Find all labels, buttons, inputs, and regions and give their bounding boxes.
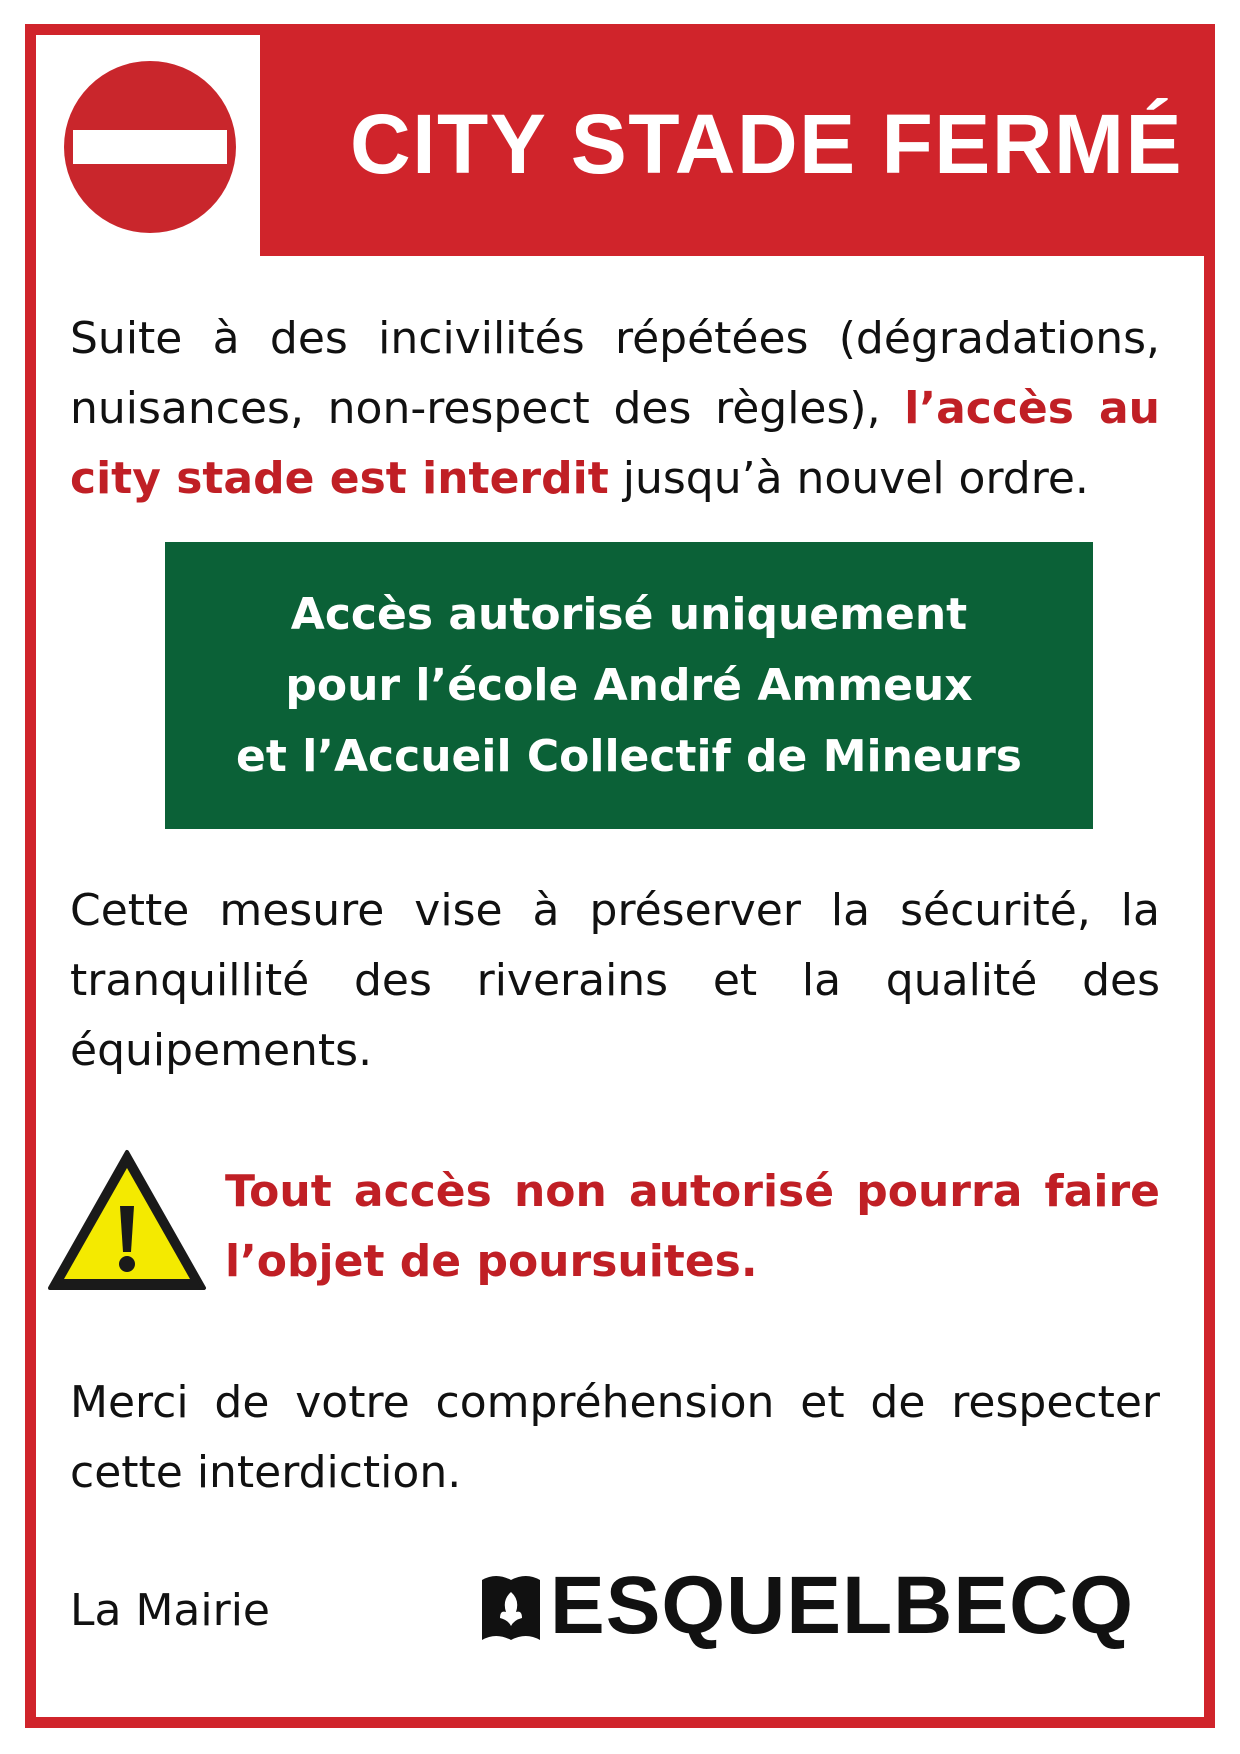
intro-text-start: Suite à des incivilités répétées (dégradations, nuisances, non-respect des règles),	[70, 313, 1160, 434]
intro-highlight: l’accès au city stade est interdit	[70, 383, 1160, 504]
authorized-line: et l’Accueil Collectif de Mineurs	[236, 731, 1022, 782]
town-logo	[480, 1560, 1135, 1651]
intro-paragraph	[70, 304, 1160, 514]
no-entry-icon	[55, 52, 245, 242]
page-title: CITY STADE FERMÉ	[350, 97, 1183, 191]
closing-paragraph: Merci de votre compréhension et de respecter cette interdiction.	[70, 1377, 1160, 1498]
logo-text: ESQUELBECQ	[550, 1560, 1135, 1651]
intro-text-end: jusqu’à nouvel ordre.	[608, 453, 1089, 504]
purpose-paragraph: Cette mesure vise à préserver la sécurité, la tranquillité des riverains et la qualité des équipements.	[70, 885, 1160, 1076]
authorized-line: pour l’école André Ammeux	[285, 660, 973, 711]
header-band	[260, 26, 1215, 256]
warning-text: Tout accès non autorisé pourra faire l’objet de poursuites.	[225, 1166, 1160, 1287]
signature: La Mairie	[70, 1585, 270, 1636]
authorized-access-box	[165, 542, 1093, 829]
book-leaf-icon	[480, 1570, 542, 1642]
warning-triangle-icon	[46, 1148, 208, 1294]
authorized-line: Accès autorisé uniquement	[290, 589, 968, 640]
